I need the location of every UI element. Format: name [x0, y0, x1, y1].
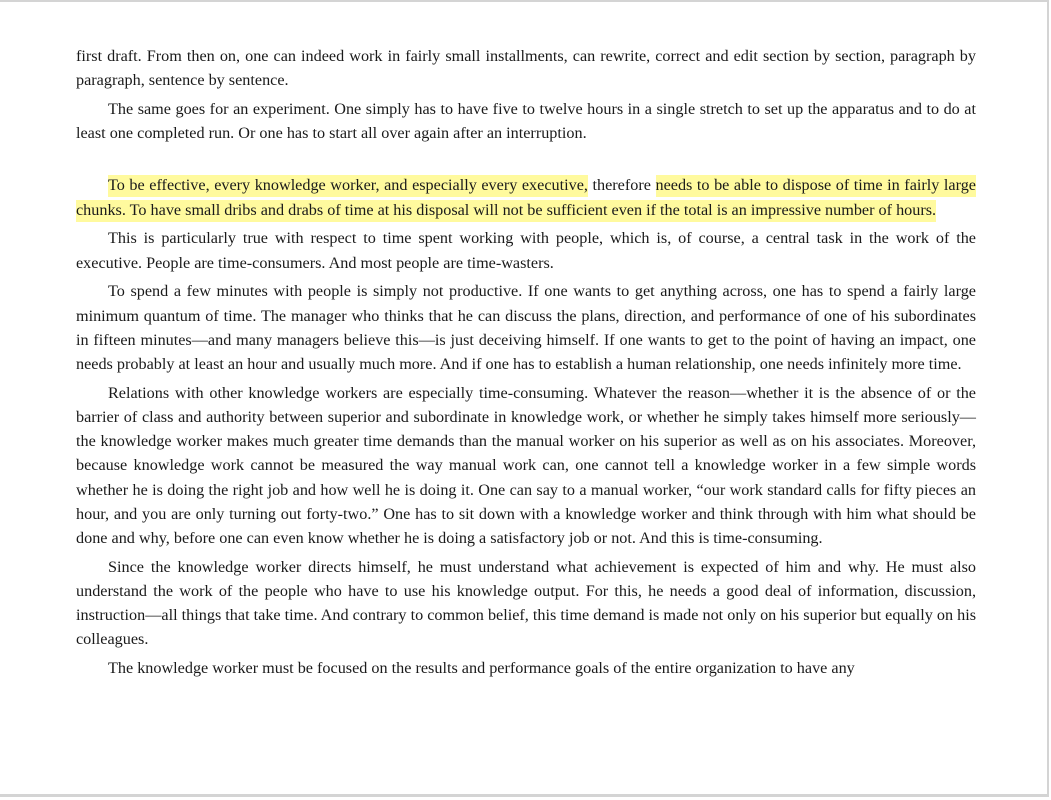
paragraph-continued-text: first draft. From then on, one can indeed work in fairly small installments, can rewrite, correct and edit section by section, paragraph by paragraph, sentence by sentence.	[76, 47, 976, 90]
text-highlight[interactable]: needs to be able to dispose of time in fairly large chunks. To have small dribs and drabs of time at his disposal will not be sufficient even if the total is an impressive number of hours.	[76, 175, 976, 221]
paragraph-minimum-quantum: To spend a few minutes with people is simply not productive. If one wants to get anything across, one has to spend a fairly large minimum quantum of time. The manager who thinks that he can discuss the plans, direction, and performance of one of his subordinates in fifteen minutes—and many managers believe this—is just deceiving himself. If one wants to get to the point of having an impact, one needs probably at least an hour and usually much more. And if one has to establish a human relationship, one needs infinitely more time.	[76, 282, 976, 374]
document-body	[76, 44, 976, 685]
paragraph-directs-himself: Since the knowledge worker directs himself, he must understand what achievement is expected of him and why. He must also understand the work of the people who have to use his knowledge output. For this, he needs a good deal of information, discussion, instruction—all things that take time. And contrary to common belief, this time demand is made not only on his superior but equally on his colleagues.	[76, 557, 976, 649]
paragraph-focused-on-results: The knowledge worker must be focused on the results and performance goals of the entire organization to have any	[108, 659, 855, 678]
paragraph-experiment: The same goes for an experiment. One simply has to have five to twelve hours in a single stretch to set up the apparatus and to do at least one completed run. Or one has to start all over again after an interruption.	[76, 100, 976, 143]
paragraph-highlighted	[76, 173, 976, 221]
plain-text-segment: therefore	[587, 176, 656, 195]
paragraph-time-with-people: This is particularly true with respect to time spent working with people, which is, of course, a central task in the work of the executive. People are time-consumers. And most people are time-wasters.	[76, 229, 976, 272]
paragraph-knowledge-workers-relations: Relations with other knowledge workers are especially time-consuming. Whatever the reason—whether it is the absence of or the barrier of class and authority between superior and subordinate in knowledge work, or whether he simply takes himself more seriously—the knowledge worker makes much greater time demands than the manual worker on his superior as well as on his associates. Moreover, because knowledge work cannot be measured the way manual work can, one cannot tell a knowledge worker in a few simple words whether he is doing the right job and how well he is doing it. One can say to a manual worker, “our work standard calls for fifty pieces an hour, and you are only turning out forty-two.” One has to sit down with a knowledge worker and think through with him what should be done and why, before one can even know whether he is doing a satisfactory job or not. And this is time-consuming.	[76, 383, 976, 548]
text-highlight[interactable]: To be effective, every knowledge worker, and especially every executive,	[108, 175, 588, 197]
